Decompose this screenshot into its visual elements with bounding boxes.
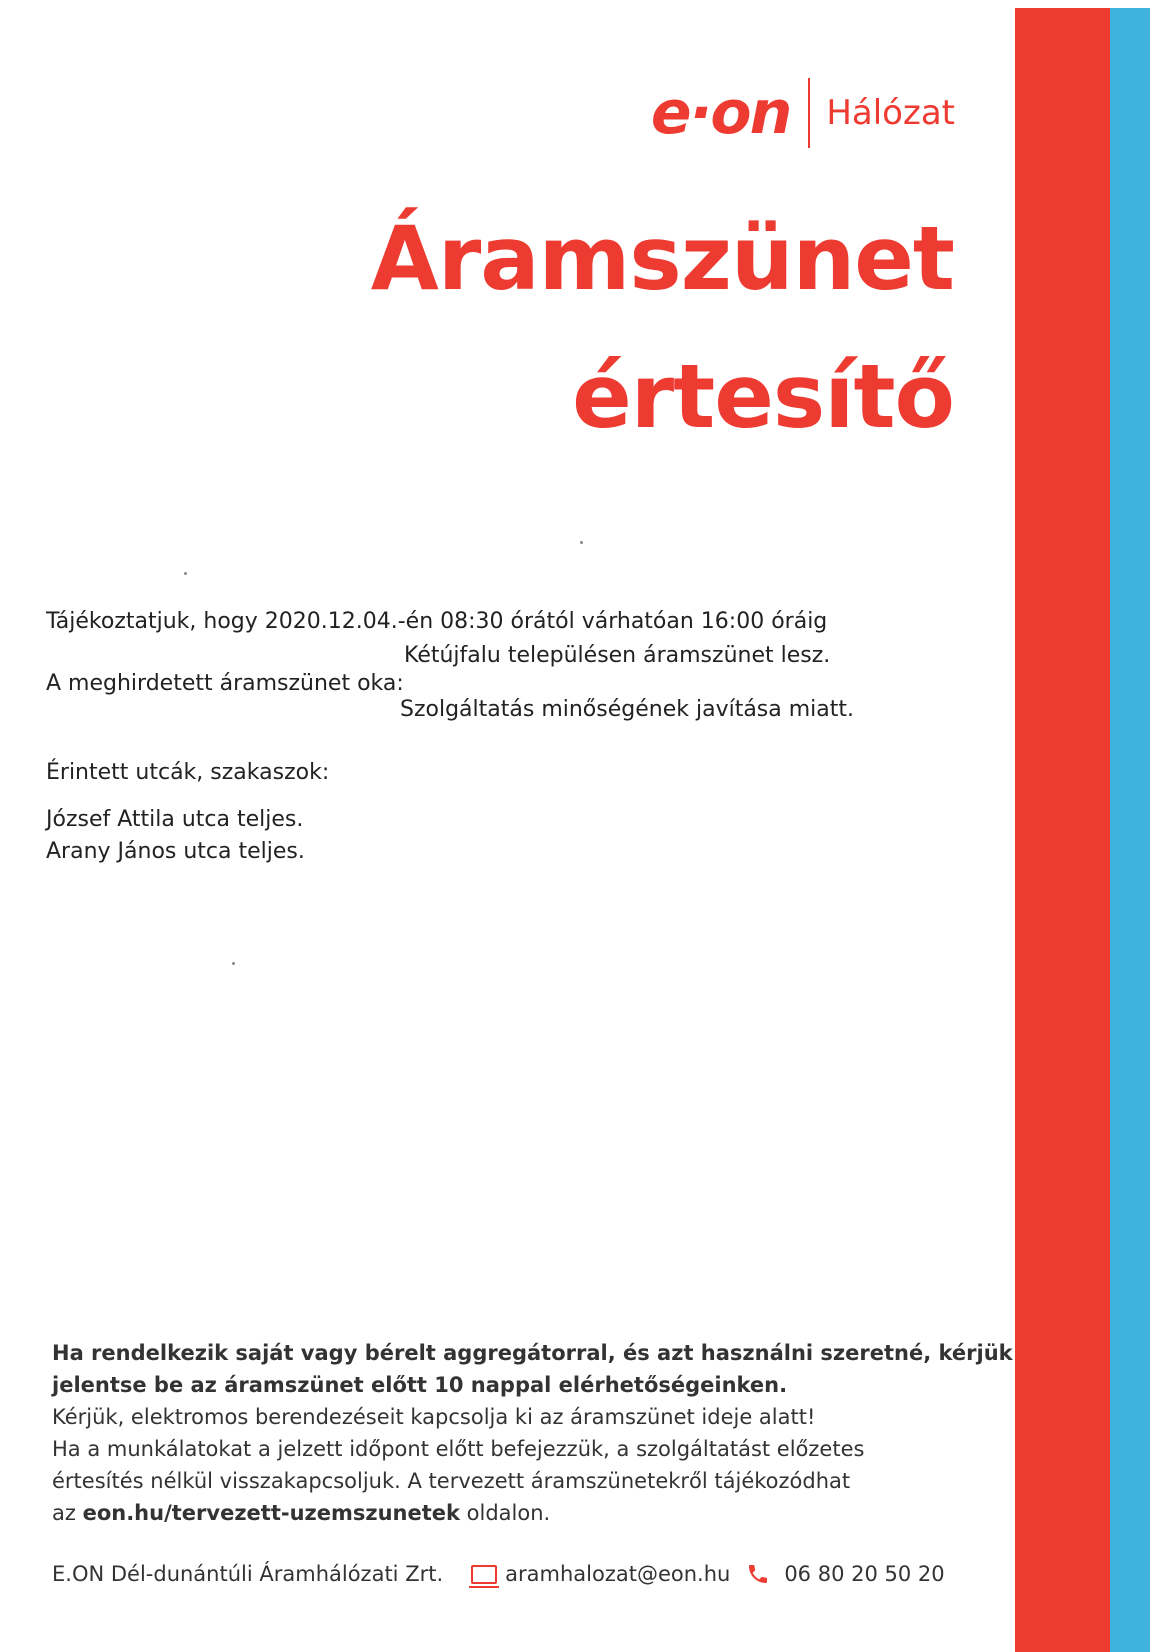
red-side-stripe: [1015, 8, 1110, 1652]
footer-line-5: értesítés nélkül visszakapcsoljuk. A tervezett áramszünetekről tájékozódhat: [52, 1469, 851, 1493]
footer-info: [52, 1337, 1013, 1529]
footer-line-3: Kérjük, elektromos berendezéseit kapcsolja ki az áramszünet ideje alatt!: [52, 1405, 816, 1429]
brand-header: [651, 78, 955, 148]
eon-logo: e·on: [650, 78, 791, 148]
street-item: Arany János utca teljes.: [46, 839, 305, 864]
page-title: [371, 190, 954, 466]
outage-info-link[interactable]: eon.hu/tervezett-uzemszunetek: [82, 1501, 460, 1525]
streets-heading: Érintett utcák, szakaszok:: [46, 760, 330, 785]
contact-row: [52, 1562, 945, 1586]
reason-value: Szolgáltatás minőségének javítása miatt.: [400, 697, 855, 722]
footer-line-6-prefix: az: [52, 1501, 83, 1525]
generator-notice-line-1: Ha rendelkezik saját vagy bérelt aggregátorral, és azt használni szeretné, kérjük: [52, 1341, 1013, 1365]
scan-speck: [184, 572, 187, 575]
phone-icon: [746, 1562, 770, 1586]
reason-label: A meghirdetett áramszünet oka:: [46, 671, 404, 696]
title-line-2: értesítő: [572, 345, 954, 448]
footer-line-6-suffix: oldalon.: [459, 1501, 551, 1525]
footer-line-4: Ha a munkálatokat a jelzett időpont előtt befejezzük, a szolgáltatást előzetes: [52, 1437, 865, 1461]
contact-email[interactable]: aramhalozat@eon.hu: [505, 1562, 731, 1586]
notice-line-1: Tájékoztatjuk, hogy 2020.12.04.-én 08:30 órától várhatóan 16:00 óráig: [46, 609, 828, 634]
laptop-icon: [471, 1565, 497, 1584]
blue-side-stripe: [1110, 8, 1150, 1652]
scan-speck: [232, 962, 235, 965]
company-name: E.ON Dél-dunántúli Áramhálózati Zrt.: [52, 1562, 444, 1586]
logo-subtitle: Hálózat: [826, 93, 955, 133]
notice-line-2: Kétújfalu településen áramszünet lesz.: [404, 643, 831, 668]
title-line-1: Áramszünet: [370, 207, 954, 310]
footer-line-6: [52, 1497, 1013, 1529]
generator-notice-line-2: jelentse be az áramszünet előtt 10 nappal elérhetőségeinken.: [52, 1373, 788, 1397]
logo-divider: [808, 78, 810, 148]
scan-speck: [580, 541, 583, 544]
street-item: József Attila utca teljes.: [46, 807, 304, 832]
contact-phone[interactable]: 06 80 20 50 20: [784, 1562, 945, 1586]
